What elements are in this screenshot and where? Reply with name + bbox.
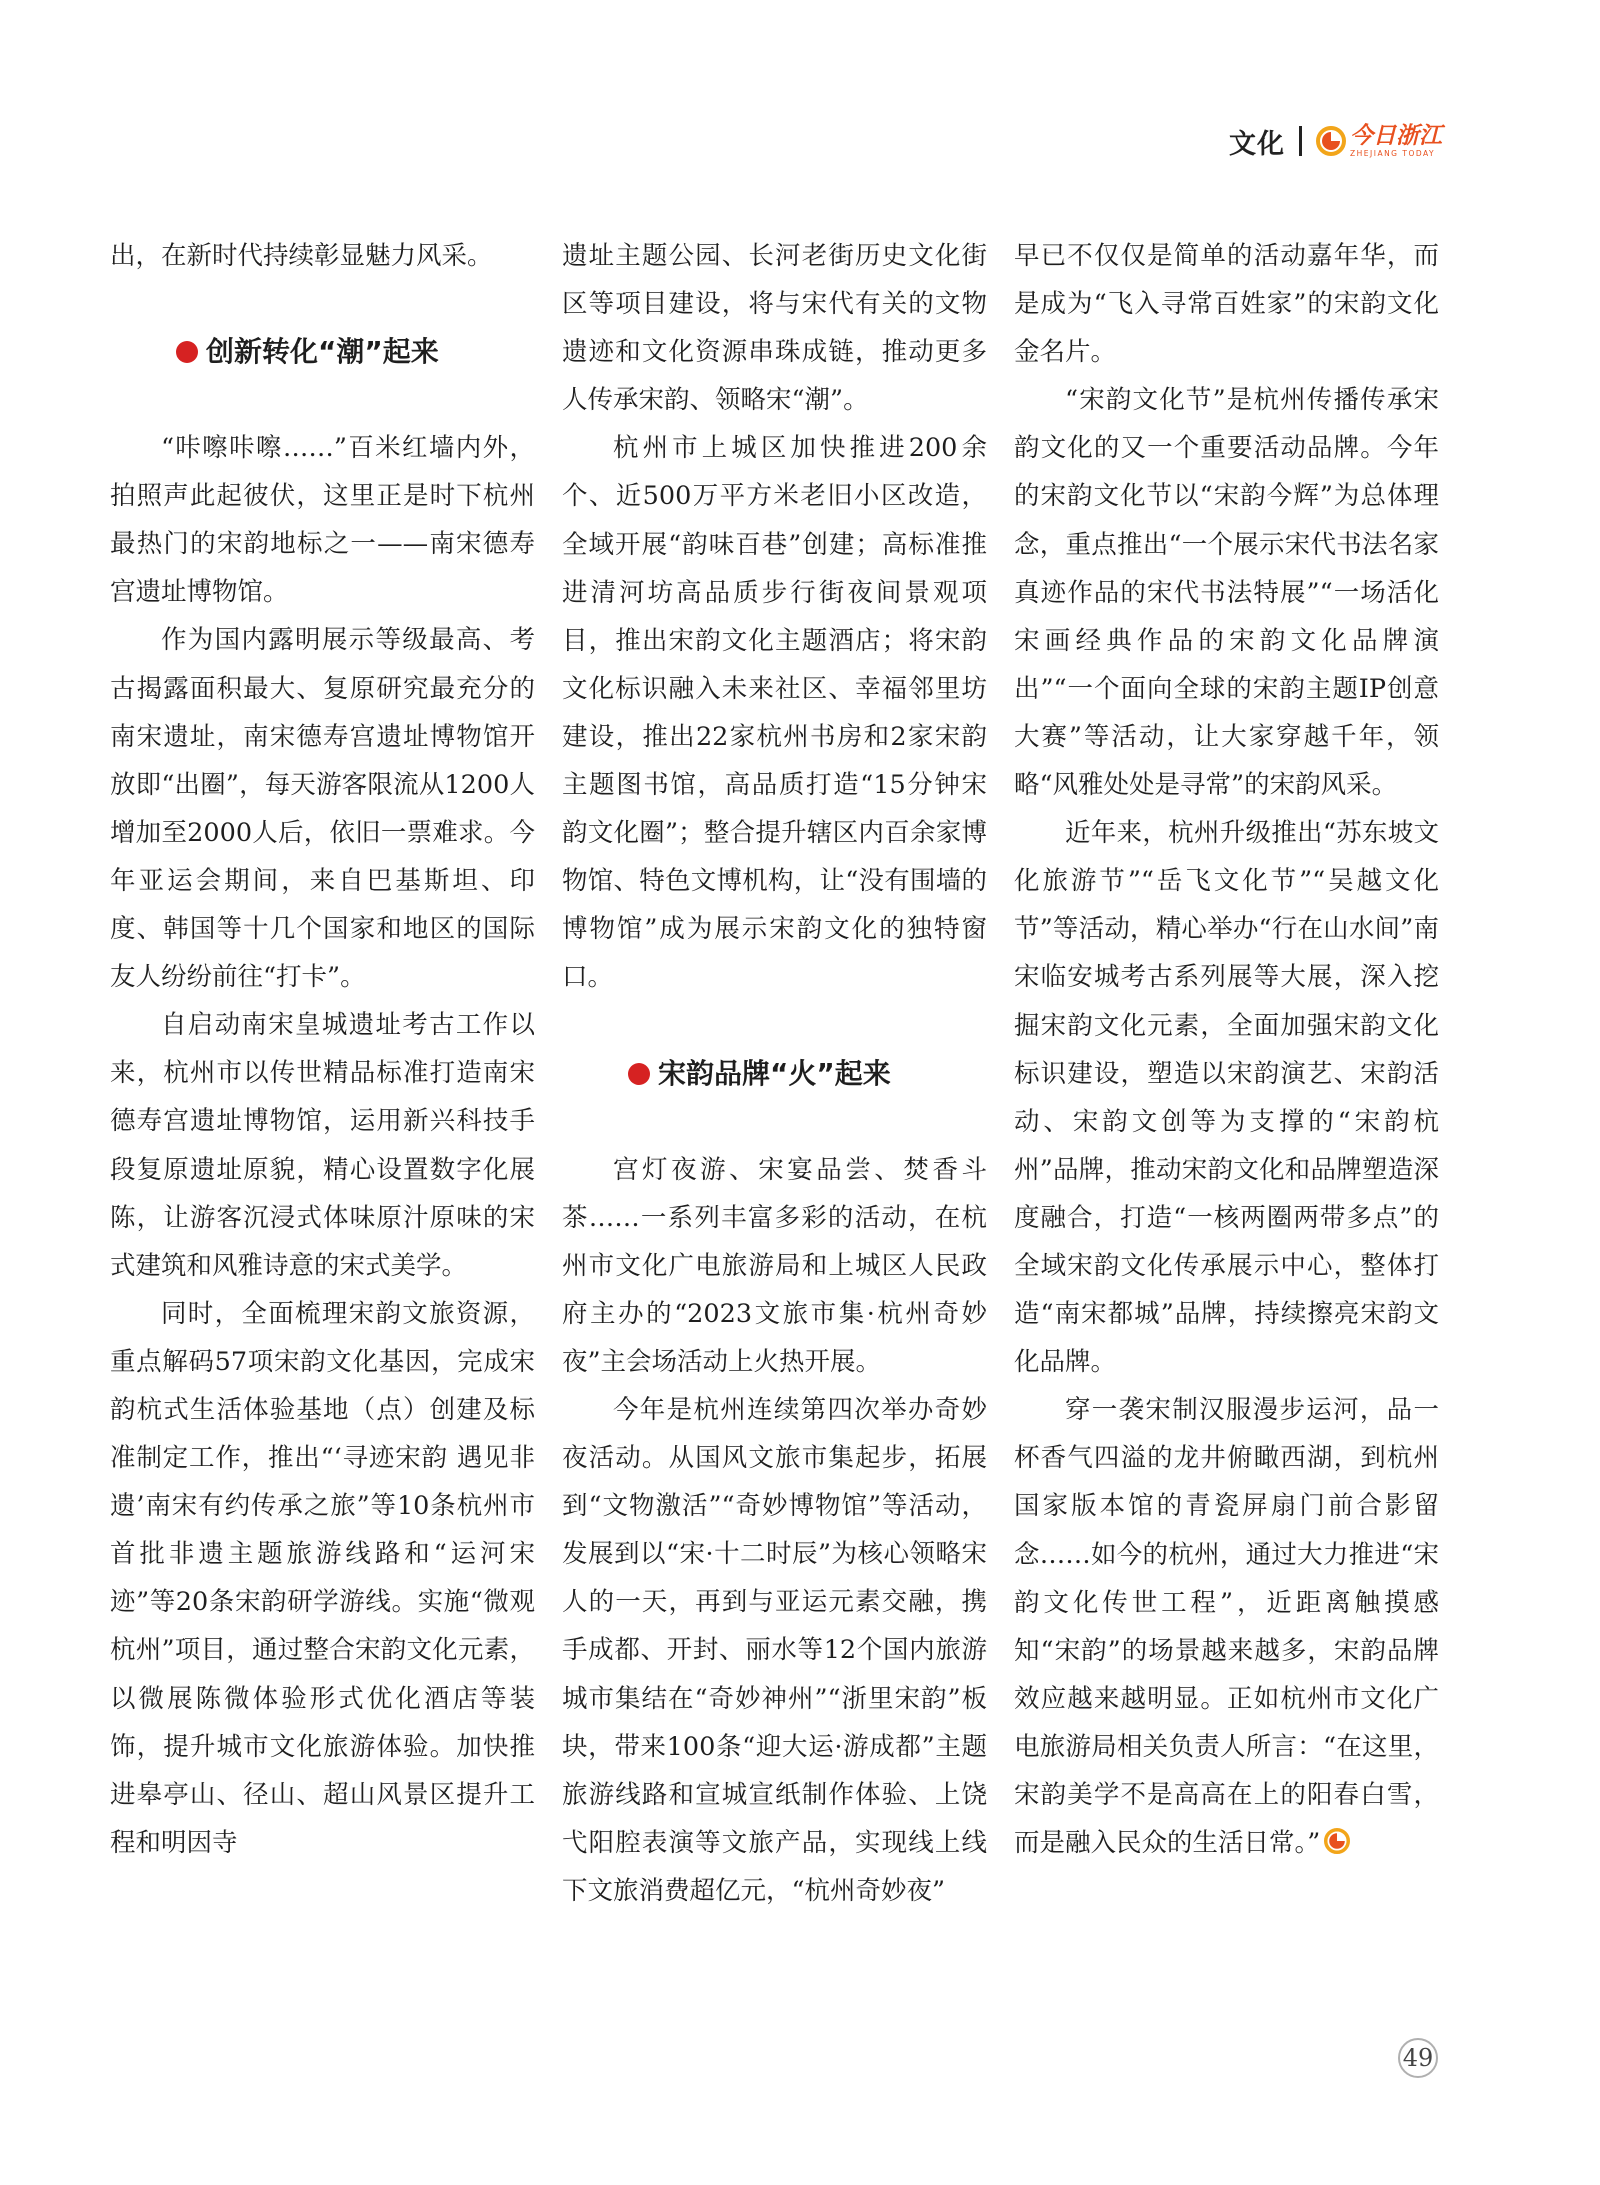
article-paragraph (110, 424, 535, 616)
article-paragraph (110, 232, 535, 280)
article-paragraph (110, 1001, 535, 1290)
logo-swirl-icon (1316, 126, 1346, 156)
paragraph-text: 近年来，杭州升级推出“苏东坡文化旅游节”“岳飞文化节”“吴越文化节”等活动，精心举办“行在山水间”南宋临安城考古系列展等大展，深入挖掘宋韵文化元素，全面加强宋韵文化标识建设，塑造以宋韵演艺、宋韵活动、宋韵文创等为支撑的“宋韵杭州”品牌，推动宋韵文化和品牌塑造深度融合，打造“一核两圈两带多点”的全域宋韵文化传承展示中心，整体打造“南宋都城”品牌，持续擦亮宋韵文化品牌。 (1014, 818, 1439, 1378)
article-paragraph (1014, 809, 1439, 1386)
article-paragraph (110, 1290, 535, 1867)
paragraph-text: 自启动南宋皇城遗址考古工作以来，杭州市以传世精品标准打造南宋德寿宫遗址博物馆，运用新兴科技手段复原遗址原貌，精心设置数字化展陈，让游客沉浸式体味原汁原味的宋式建筑和风雅诗意的宋式美学。 (110, 1010, 535, 1281)
article-paragraph (110, 616, 535, 1001)
paragraph-text: 同时，全面梳理宋韵文旅资源，重点解码57项宋韵文化基因，完成宋韵杭式生活体验基地（点）创建及标准制定工作，推出“‘寻迹宋韵 遇见非遗’南宋有约传承之旅”等10条杭州市首批非遗主题旅游线路和“运河宋迹”等20条宋韵研学游线。实施“微观杭州”项目，通过整合宋韵文化元素，以微展陈微体验形式优化酒店等装饰，提升城市文化旅游体验。加快推进皋亭山、径山、超山风景区提升工程和明因寺 (110, 1298, 535, 1858)
page-header (1229, 116, 1442, 166)
section-heading (628, 1050, 987, 1098)
article-paragraph (1014, 1386, 1439, 1867)
article-paragraph (562, 424, 987, 1001)
article-paragraph (1014, 376, 1439, 809)
paragraph-text: 穿一袭宋制汉服漫步运河，品一杯香气四溢的龙井俯瞰西湖，到杭州国家版本馆的青瓷屏扇门前合影留念……如今的杭州，通过大力推进“宋韵文化传世工程”，近距离触摸感知“宋韵”的场景越来越多，宋韵品牌效应越来越明显。正如杭州市文化广电旅游局相关负责人所言：“在这里，宋韵美学不是高高在上的阳春白雪，而是融入民众的生活日常。” (1014, 1395, 1439, 1859)
section-heading-text: 创新转化“潮”起来 (206, 335, 439, 369)
article-paragraph (562, 1146, 987, 1386)
paragraph-text: 今年是杭州连续第四次举办奇妙夜活动。从国风文旅市集起步，拓展到“文物激活”“奇妙博物馆”等活动，发展到以“宋·十二时辰”为核心领略宋人的一天，再到与亚运元素交融，携手成都、开封、丽水等12个国内旅游城市集结在“奇妙神州”“浙里宋韵”板块，带来100条“迎大运·游成都”主题旅游线路和宣城宣纸制作体验、上饶弋阳腔表演等文旅产品，实现线上线下文旅消费超亿元，“杭州奇妙夜” (562, 1394, 987, 1906)
paragraph-text: 杭州市上城区加快推进200余个、近500万平方米老旧小区改造，全域开展“韵味百巷”创建；高标准推进清河坊高品质步行街夜间景观项目，推出宋韵文化主题酒店；将宋韵文化标识融入未来社区、幸福邻里坊建设，推出22家杭州书房和2家宋韵主题图书馆，高品质打造“15分钟宋韵文化圈”；整合提升辖区内百余家博物馆、特色文博机构，让“没有围墙的博物馆”成为展示宋韵文化的独特窗口。 (562, 433, 987, 993)
paragraph-text: 出，在新时代持续彰显魅力风采。 (110, 241, 493, 271)
article-paragraph (1014, 232, 1439, 376)
section-heading-text: 宋韵品牌“火”起来 (658, 1056, 891, 1090)
paragraph-text: 作为国内露明展示等级最高、考古揭露面积最大、复原研究最充分的南宋遗址，南宋德寿宫遗址博物馆开放即“出圈”，每天游客限流从1200人增加至2000人后，依旧一票难求。今年亚运会期间，来自巴基斯坦、印度、韩国等十几个国家和地区的国际友人纷纷前往“打卡”。 (110, 625, 535, 993)
magazine-logo (1316, 122, 1442, 158)
section-heading (176, 328, 535, 376)
article-end-logo-icon (1324, 1828, 1350, 1854)
article-column-3 (1014, 232, 1439, 1867)
paragraph-text: 宫灯夜游、宋宴品尝、焚香斗茶……一系列丰富多彩的活动，在杭州市文化广电旅游局和上城区人民政府主办的“2023文旅市集·杭州奇妙夜”主会场活动上火热开展。 (562, 1154, 987, 1377)
red-bullet-icon (628, 1063, 650, 1085)
red-bullet-icon (176, 341, 198, 363)
article-column-1 (110, 232, 535, 1867)
logo-english-text: ZHEJIANG TODAY (1350, 148, 1436, 158)
logo-chinese-text: 今日浙江 (1350, 122, 1442, 149)
section-label: 文化 (1229, 128, 1285, 160)
article-paragraph (562, 232, 987, 424)
header-divider (1299, 126, 1302, 156)
article-paragraph (562, 1386, 987, 1915)
paragraph-text: 遗址主题公园、长河老街历史文化街区等项目建设，将与宋代有关的文物遗迹和文化资源串珠成链，推动更多人传承宋韵、领略宋“潮”。 (562, 241, 987, 416)
paragraph-text: 早已不仅仅是简单的活动嘉年华，而是成为“飞入寻常百姓家”的宋韵文化金名片。 (1014, 241, 1439, 368)
page-number: 49 (1398, 2038, 1438, 2078)
article-column-2 (562, 232, 987, 1915)
paragraph-text: “咔嚓咔嚓……”百米红墙内外，拍照声此起彼伏，这里正是时下杭州最热门的宋韵地标之一——南宋德寿宫遗址博物馆。 (110, 433, 535, 608)
paragraph-text: “宋韵文化节”是杭州传播传承宋韵文化的又一个重要活动品牌。今年的宋韵文化节以“宋韵今辉”为总体理念，重点推出“一个展示宋代书法名家真迹作品的宋代书法特展”“一场活化宋画经典作品的宋韵文化品牌演出”“一个面向全球的宋韵主题IP创意大赛”等活动，让大家穿越千年，领略“风雅处处是寻常”的宋韵风采。 (1014, 385, 1439, 801)
